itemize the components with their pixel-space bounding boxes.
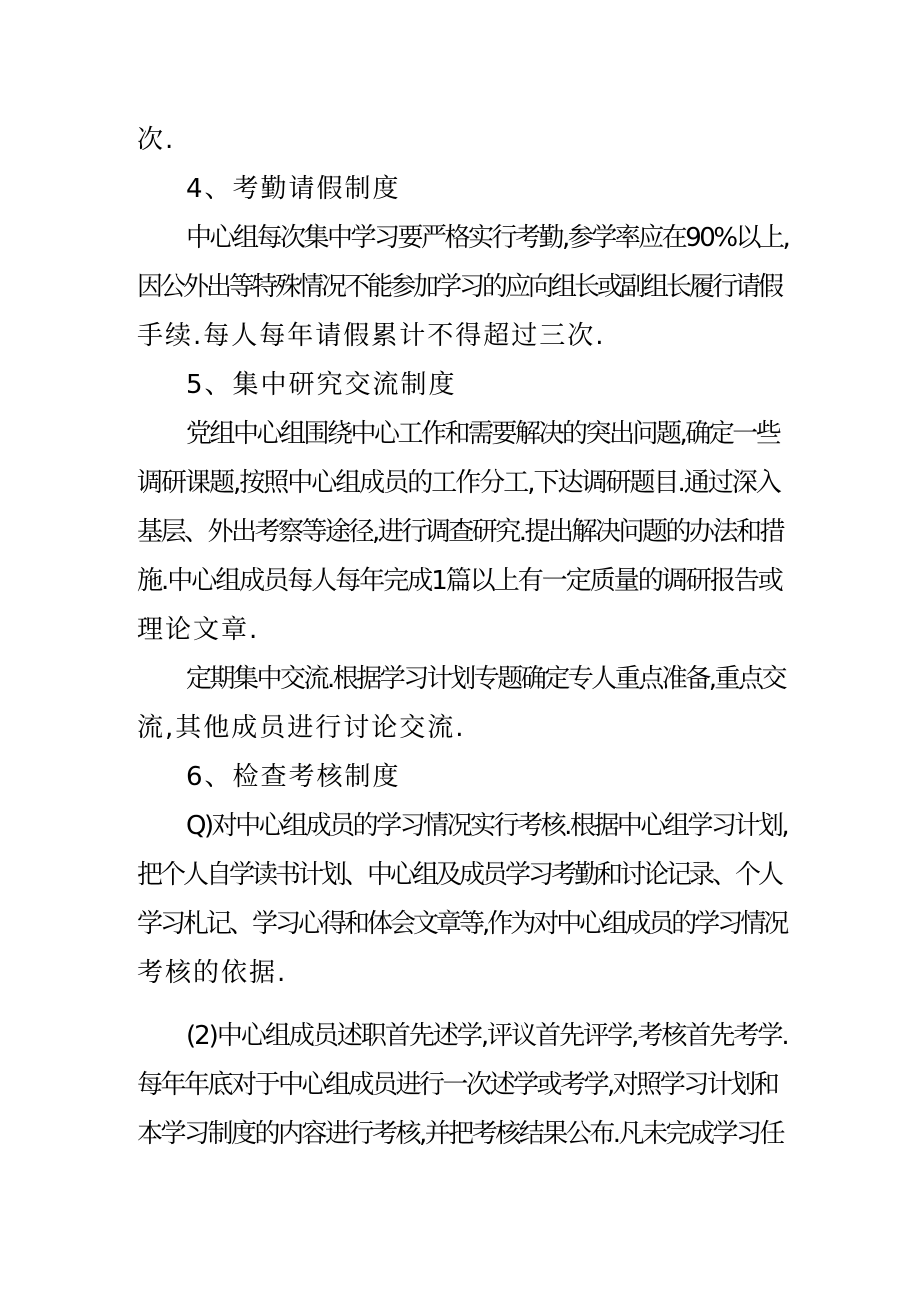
text-line-13: 流,其他成员进行讨论交流. [137,713,466,743]
text-line-21: 本学习制度的内容进行考核,并把考核结果公布.凡未完成学习任 [137,1119,784,1149]
section-heading-5: 5、集中研究交流制度 [186,370,457,400]
text-line-18: 考核的依据. [137,958,288,988]
text-line-15: Q)对中心组成员的学习情况实行考核.根据中心组学习计划, [186,811,788,841]
text-line-5: 手续.每人每年请假累计不得超过三次. [137,321,606,351]
text-line-16: 把个人自学读书计划、中心组及成员学习考勤和讨论记录、个人 [137,860,782,890]
text-line-1: 次. [137,125,176,155]
text-line-11: 理论文章. [137,615,260,645]
text-line-12: 定期集中交流.根据学习计划专题确定专人重点准备,重点交 [186,664,786,694]
section-heading-6: 6、检查考核制度 [186,762,401,792]
text-line-4: 因公外出等特殊情况不能参加学习的应向组长或副组长履行请假 [137,272,782,302]
section-heading-4: 4、考勤请假制度 [186,174,401,204]
text-line-10: 施.中心组成员每人每年完成1篇以上有一定质量的调研报告或 [137,566,782,596]
text-line-9: 基层、外出考察等途径,进行调查研究.提出解决问题的办法和措 [137,517,784,547]
text-line-3: 中心组每次集中学习要严格实行考勤,参学率应在90%以上, [186,223,789,253]
text-line-19: (2)中心组成员述职首先述学,评议首先评学,考核首先考学. [186,1021,788,1051]
text-line-7: 党组中心组围绕中心工作和需要解决的突出问题,确定一些 [186,419,780,449]
text-line-17: 学习札记、学习心得和体会文章等,作为对中心组成员的学习情况 [137,909,787,939]
text-line-20: 每年年底对于中心组成员进行一次述学或考学,对照学习计划和 [137,1070,778,1100]
text-line-8: 调研课题,按照中心组成员的工作分工,下达调研题目.通过深入 [137,468,780,498]
